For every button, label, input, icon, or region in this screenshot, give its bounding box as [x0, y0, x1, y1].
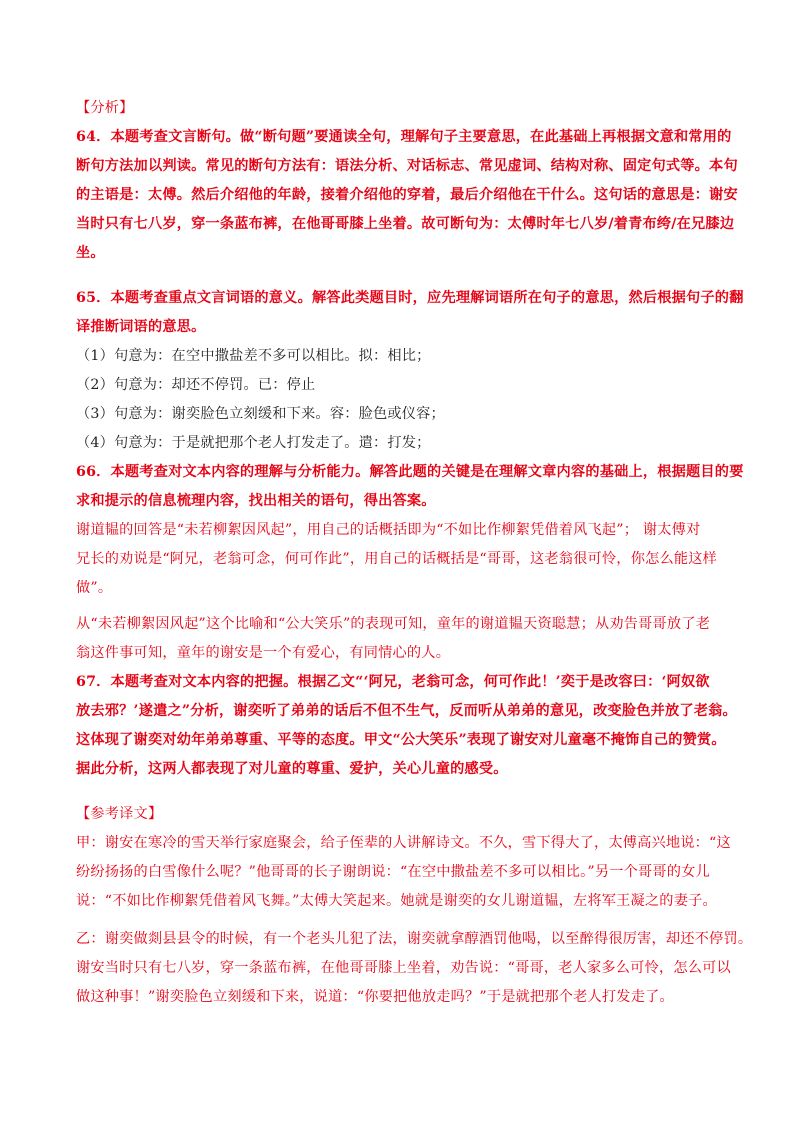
paragraph-line: 断句方法加以判读。常见的断句方法有：语法分析、对话标志、常见虚词、结构对称、固定句式等。本句 — [76, 158, 738, 174]
paragraph-line: 的主语是：太傅。然后介绍他的年龄，接着介绍他的穿着，最后介绍他在干什么。这句话的意思是：谢安 — [76, 187, 738, 203]
paragraph-line: 66．本题考查对文本内容的理解与分析能力。解答此题的关键是在理解文章内容的基础上，根据题目的要 — [76, 464, 744, 480]
paragraph-line: 放去邪？’遂遣之”分析，谢奕听了弟弟的话后不但不生气，反而听从弟弟的意见，改变脸色并放了老翁。 — [76, 703, 737, 719]
paragraph-line: 65．本题考查重点文言词语的意义。解答此类题目时，应先理解词语所在句子的意思，然后根据句子的翻 — [76, 290, 744, 306]
list-item: （3）句意为：谢奕脸色立刻缓和下来。容：脸色或仪容； — [76, 406, 445, 422]
paragraph-line: 谢道韫的回答是“未若柳絮因风起”，用自己的话概括即为“不如比作柳絮凭借着风飞起”； 谢太傅对 — [76, 522, 701, 538]
paragraph-line: 做”。 — [76, 580, 113, 596]
paragraph-line: 纷纷扬扬的白雪像什么呢？”他哥哥的长子谢朗说：“在空中撒盐差不多可以相比。”另一个哥哥的女儿 — [76, 864, 710, 880]
list-item: （2）句意为：却还不停罚。已：停止 — [76, 377, 316, 393]
paragraph-line: 这体现了谢奕对幼年弟弟尊重、平等的态度。甲文“公大笑乐”表现了谢安对儿童毫不掩饰自己的赞赏。 — [76, 732, 726, 748]
paragraph-line: 甲：谢安在寒冷的雪天举行家庭聚会，给子侄辈的人讲解诗文。不久，雪下得大了，太傅高兴地说：“这 — [76, 835, 731, 851]
paragraph-line: 做这种事！”谢奕脸色立刻缓和下来，说道：“你要把他放走吗？”于是就把那个老人打发走了。 — [76, 989, 674, 1005]
paragraph-line: 64．本题考查文言断句。做“断句题”要通读全句，理解句子主要意思，在此基础上再根据文意和常用的 — [76, 129, 732, 145]
paragraph-line: 兄长的劝说是“阿兄，老翁可念，何可作此”，用自己的话概括是“哥哥，这老翁很可怜，你怎么能这样 — [76, 551, 718, 567]
paragraph-line: 坐。 — [76, 245, 105, 261]
paragraph-line: 乙：谢奕做剡县县令的时候，有一个老头儿犯了法，谢奕就拿醇酒罚他喝，以至醉得很厉害，却还不停罚。 — [76, 931, 753, 947]
paragraph-line: 译推断词语的意思。 — [76, 319, 206, 335]
paragraph-line: 67．本题考查对文本内容的把握。根据乙文“‘阿兄，老翁可念，何可作此！’奕于是改容曰：‘阿奴欲 — [76, 674, 710, 690]
paragraph-line: 谢安当时只有七八岁，穿一条蓝布裤，在他哥哥膝上坐着，劝告说：“哥哥，老人家多么可怜，怎么可以 — [76, 960, 731, 976]
heading-translation: 【参考译文】 — [76, 806, 163, 822]
list-item: （1）句意为：在空中撒盐差不多可以相比。拟：相比； — [76, 348, 431, 364]
heading-analysis: 【分析】 — [76, 100, 134, 116]
paragraph-line: 翁这件事可知，童年的谢安是一个有爱心，有同情心的人。 — [76, 645, 451, 661]
list-item: （4）句意为：于是就把那个老人打发走了。遣：打发； — [76, 435, 431, 451]
paragraph-line: 据此分析，这两人都表现了对儿童的尊重、爱护，关心儿童的感受。 — [76, 761, 508, 777]
paragraph-line: 说：“不如比作柳絮凭借着风飞舞。”太傅大笑起来。她就是谢奕的女儿谢道韫，左将军王凝之的妻子。 — [76, 893, 717, 909]
paragraph-line: 从“未若柳絮因风起”这个比喻和“公大笑乐”的表现可知，童年的谢道韫天资聪慧；从劝告哥哥放了老 — [76, 616, 711, 632]
paragraph-line: 当时只有七八岁，穿一条蓝布裤，在他哥哥膝上坐着。故可断句为：太傅时年七八岁/着青布绔/在兄膝边 — [76, 216, 735, 232]
paragraph-line: 求和提示的信息梳理内容，找出相关的语句，得出答案。 — [76, 493, 436, 509]
